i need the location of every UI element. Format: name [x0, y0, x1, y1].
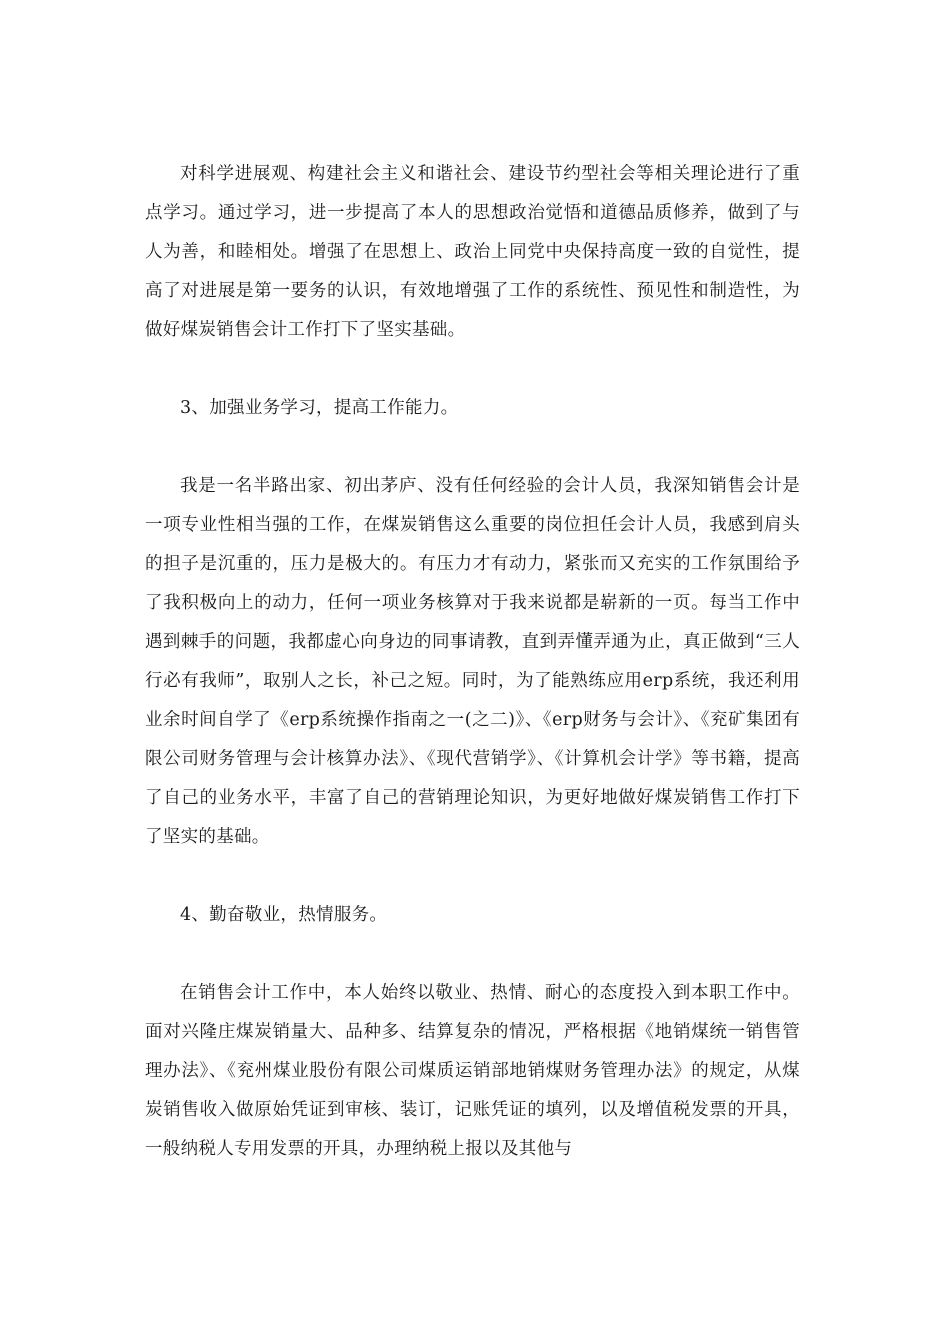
paragraph-gap — [145, 857, 800, 896]
section-heading-4: 4、勤奋敬业，热情服务。 — [180, 905, 388, 925]
body-paragraph-3: 在销售会计工作中，本人始终以敬业、热情、耐心的态度投入到本职工作中。面对兴隆庄煤炭销量大、品种多、结算复杂的情况，严格根据《地销煤统一销售管理办法》、《兖州煤业股份有限公司煤质运销部地销煤财务管理办法》的规定，从煤炭销售收入做原始凭证到审核、装订，记账凭证的填列，以及增值税发票的开具，一般纳税人专用发票的开具，办理纳税上报以及其他与 — [145, 983, 800, 1159]
document-page — [145, 155, 800, 1169]
paragraph-gap — [145, 428, 800, 467]
body-paragraph-1: 对科学进展观、构建社会主义和谐社会、建设节约型社会等相关理论进行了重点学习。通过学习，进一步提高了本人的思想政治觉悟和道德品质修养，做到了与人为善，和睦相处。增强了在思想上、政治上同党中央保持高度一致的自觉性，提高了对进展是第一要务的认识，有效地增强了工作的系统性、预见性和制造性，为做好煤炭销售会计工作打下了坚实基础。 — [145, 164, 800, 340]
section-heading-3: 3、加强业务学习，提高工作能力。 — [180, 398, 459, 418]
paragraph-gap — [145, 935, 800, 974]
body-paragraph-2: 我是一名半路出家、初出茅庐、没有任何经验的会计人员，我深知销售会计是一项专业性相当强的工作，在煤炭销售这么重要的岗位担任会计人员，我感到肩头的担子是沉重的，压力是极大的。有压力才有动力，紧张而又充实的工作氛围给予了我积极向上的动力，任何一项业务核算对于我来说都是崭新的一页。每当工作中遇到棘手的问题，我都虚心向身边的同事请教，直到弄懂弄通为止，真正做到“三人行必有我师”，取别人之长，补己之短。同时，为了能熟练应用erp系统，我还利用业余时间自学了《erp系统操作指南之一(之二)》、《erp财务与会计》、《兖矿集团有限公司财务管理与会计核算办法》、《现代营销学》、《计算机会计学》等书籍，提高了自己的业务水平，丰富了自己的营销理论知识，为更好地做好煤炭销售工作打下了坚实的基础。 — [145, 476, 800, 847]
paragraph-gap — [145, 350, 800, 389]
